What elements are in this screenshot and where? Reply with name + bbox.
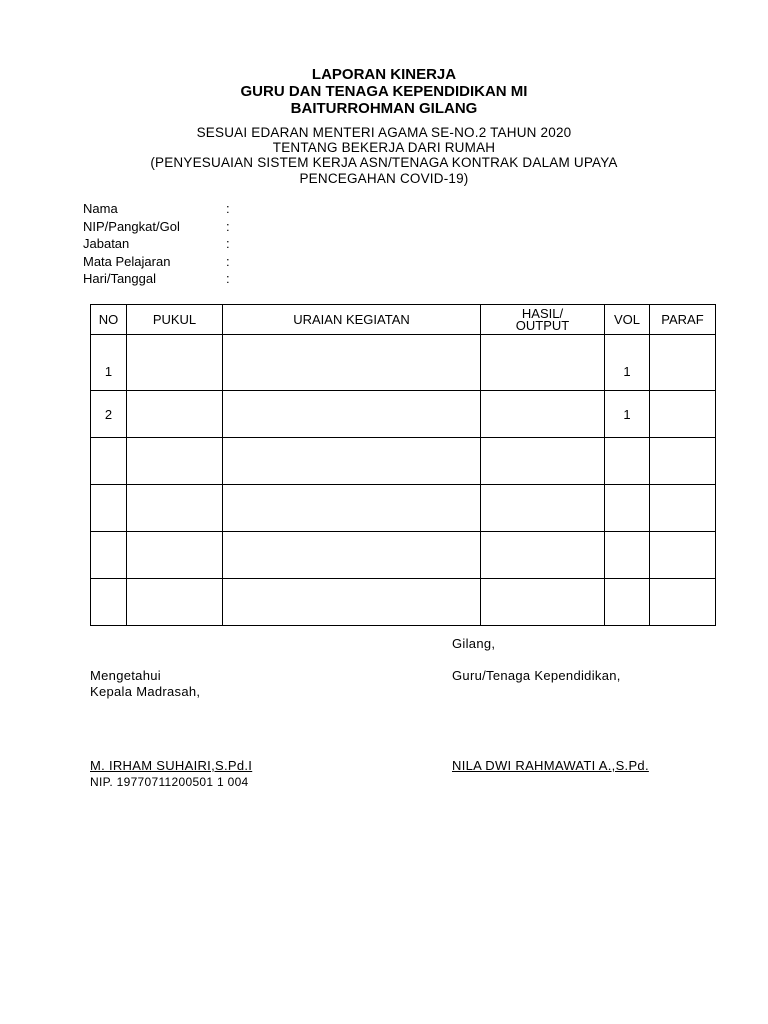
cell-hasil bbox=[481, 485, 605, 532]
field-colon: : bbox=[226, 271, 230, 286]
field-label-jabatan: Jabatan bbox=[83, 236, 130, 251]
cell-no: 1 bbox=[91, 335, 127, 391]
cell-no bbox=[91, 485, 127, 532]
cell-uraian bbox=[223, 485, 481, 532]
cell-paraf bbox=[650, 579, 716, 626]
field-colon: : bbox=[226, 254, 230, 269]
cell-uraian bbox=[223, 335, 481, 391]
cell-no bbox=[91, 532, 127, 579]
cell-vol bbox=[605, 532, 650, 579]
table-row bbox=[91, 391, 716, 438]
cell-hasil bbox=[481, 335, 605, 391]
header-hasil-line-1: HASIL/ bbox=[521, 305, 564, 321]
cell-no bbox=[91, 438, 127, 485]
cell-hasil bbox=[481, 391, 605, 438]
subtitle-line-3: (PENYESUAIAN SISTEM KERJA ASN/TENAGA KONTRAK DALAM UPAYA bbox=[150, 155, 618, 170]
table-row bbox=[91, 438, 716, 485]
cell-pukul bbox=[127, 335, 223, 391]
cell-no bbox=[91, 579, 127, 626]
cell-vol bbox=[605, 485, 650, 532]
cell-no: 2 bbox=[91, 391, 127, 438]
table-row bbox=[91, 532, 716, 579]
header-hasil bbox=[481, 305, 605, 335]
signature-left-name: M. IRHAM SUHAIRI,S.Pd.I bbox=[90, 758, 253, 773]
field-label-nip: NIP/Pangkat/Gol bbox=[83, 219, 180, 234]
cell-uraian bbox=[223, 391, 481, 438]
table-header-row bbox=[91, 305, 716, 335]
signature-left-label-2: Kepala Madrasah, bbox=[90, 684, 201, 699]
signature-left-label-1: Mengetahui bbox=[90, 668, 161, 683]
cell-paraf bbox=[650, 485, 716, 532]
cell-vol bbox=[605, 579, 650, 626]
cell-pukul bbox=[127, 579, 223, 626]
cell-hasil bbox=[481, 579, 605, 626]
cell-vol: 1 bbox=[605, 391, 650, 438]
cell-hasil bbox=[481, 438, 605, 485]
table-row bbox=[91, 485, 716, 532]
cell-pukul bbox=[127, 438, 223, 485]
title-line-3: BAITURROHMAN GILANG bbox=[290, 100, 478, 117]
signature-right-name: NILA DWI RAHMAWATI A.,S.Pd. bbox=[452, 758, 649, 773]
field-colon: : bbox=[226, 219, 230, 234]
cell-paraf bbox=[650, 335, 716, 391]
cell-vol: 1 bbox=[605, 335, 650, 391]
header-uraian: URAIAN KEGIATAN bbox=[223, 305, 481, 335]
cell-pukul bbox=[127, 391, 223, 438]
signature-place: Gilang, bbox=[452, 636, 496, 651]
cell-pukul bbox=[127, 532, 223, 579]
title-line-1: LAPORAN KINERJA bbox=[311, 66, 457, 83]
activity-table bbox=[90, 304, 716, 626]
header-hasil-line-2: OUTPUT bbox=[515, 317, 570, 333]
field-label-mata-pelajaran: Mata Pelajaran bbox=[83, 254, 171, 269]
subtitle-line-2: TENTANG BEKERJA DARI RUMAH bbox=[272, 140, 496, 155]
cell-paraf bbox=[650, 438, 716, 485]
signature-left-nip: NIP. 19770711200501 1 004 bbox=[90, 775, 249, 789]
field-colon: : bbox=[226, 201, 230, 216]
title-line-2: GURU DAN TENAGA KEPENDIDIKAN MI bbox=[240, 83, 528, 100]
subtitle-line-1: SESUAI EDARAN MENTERI AGAMA SE-NO.2 TAHUN 2020 bbox=[196, 125, 572, 140]
subtitle-line-4: PENCEGAHAN COVID-19) bbox=[299, 171, 469, 186]
cell-uraian bbox=[223, 579, 481, 626]
signature-right-label: Guru/Tenaga Kependidikan, bbox=[452, 668, 621, 683]
cell-pukul bbox=[127, 485, 223, 532]
header-vol: VOL bbox=[605, 305, 650, 335]
table-row bbox=[91, 579, 716, 626]
cell-uraian bbox=[223, 438, 481, 485]
header-no: NO bbox=[91, 305, 127, 335]
field-label-nama: Nama bbox=[83, 201, 118, 216]
cell-paraf bbox=[650, 532, 716, 579]
header-pukul: PUKUL bbox=[127, 305, 223, 335]
cell-uraian bbox=[223, 532, 481, 579]
field-colon: : bbox=[226, 236, 230, 251]
cell-paraf bbox=[650, 391, 716, 438]
cell-hasil bbox=[481, 532, 605, 579]
field-label-hari-tanggal: Hari/Tanggal bbox=[83, 271, 156, 286]
cell-vol bbox=[605, 438, 650, 485]
header-paraf: PARAF bbox=[650, 305, 716, 335]
table-row bbox=[91, 335, 716, 391]
